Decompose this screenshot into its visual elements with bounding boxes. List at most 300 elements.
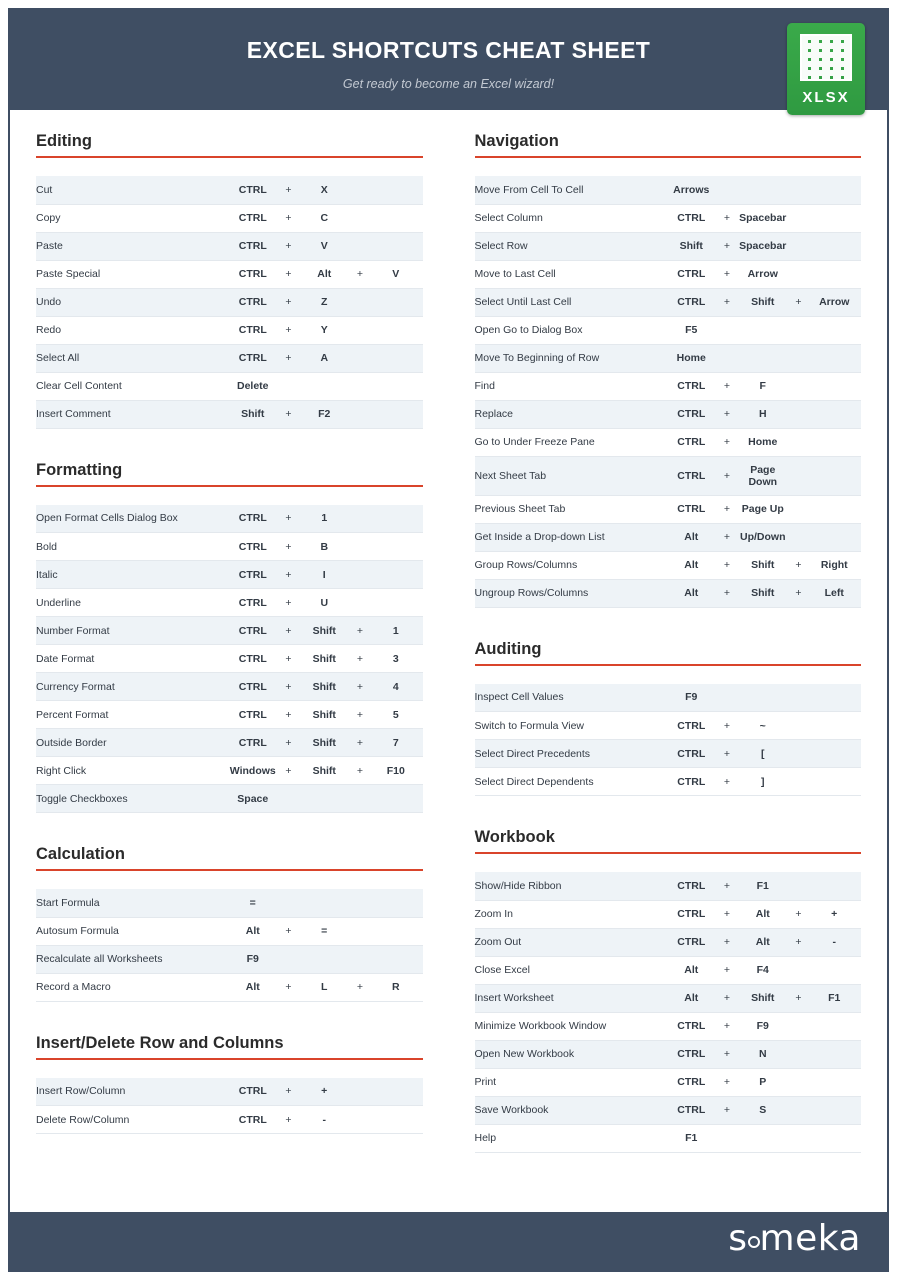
table-row (475, 1124, 862, 1152)
shortcut-action: Close Excel (474, 964, 530, 976)
key-separator (351, 945, 369, 973)
table-row (36, 176, 423, 204)
key-separator: + (795, 936, 802, 948)
key-separator: + (795, 296, 802, 308)
shortcut-key: CTRL (238, 352, 267, 364)
section-title-auditing: Auditing (475, 640, 862, 666)
table-row (475, 176, 862, 204)
key-separator (280, 945, 298, 973)
shortcut-action: Select Until Last Cell (474, 296, 572, 308)
shortcut-key (808, 1068, 862, 1096)
shortcut-action: Select Row (474, 240, 528, 252)
shortcut-key: F1 (685, 1132, 698, 1144)
section-title-formatting: Formatting (36, 461, 423, 487)
shortcut-key: CTRL (677, 775, 706, 788)
key-separator: + (723, 775, 731, 788)
key-separator: + (285, 652, 292, 665)
shortcut-action: Open Format Cells Dialog Box (36, 512, 178, 525)
key-separator (790, 684, 808, 712)
shortcut-key: Shift (312, 736, 336, 749)
shortcut-key (369, 561, 423, 589)
left-column (36, 132, 423, 1185)
shortcut-action: Print (474, 1076, 497, 1088)
key-separator: + (356, 652, 364, 665)
shortcut-key: Alt (755, 936, 770, 948)
key-separator: + (356, 736, 364, 749)
shortcut-key: Alt (684, 587, 699, 599)
shortcut-key (808, 1124, 862, 1152)
shortcut-key: - (832, 936, 836, 948)
key-separator: + (285, 296, 292, 308)
shortcut-key: Space (237, 792, 269, 805)
shortcut-key: - (322, 1113, 326, 1126)
key-separator (790, 204, 808, 232)
shortcut-action: Open New Workbook (474, 1048, 575, 1060)
key-separator (790, 260, 808, 288)
key-separator (790, 344, 808, 372)
shortcut-key: Page Up (741, 503, 784, 515)
shortcut-key: Arrow (819, 296, 850, 308)
table-row (36, 757, 423, 785)
key-separator: + (285, 512, 292, 525)
shortcut-action: Autosum Formula (36, 925, 119, 937)
shortcut-key: Shift (751, 559, 775, 571)
table-row (475, 495, 862, 523)
shortcut-key: F (759, 380, 766, 392)
table-row (36, 701, 423, 729)
shortcut-action: Bold (36, 540, 58, 553)
key-separator: + (285, 268, 292, 280)
shortcut-key: CTRL (677, 469, 706, 482)
shortcut-action: Number Format (36, 624, 110, 637)
key-separator (351, 561, 369, 589)
key-separator (351, 288, 369, 316)
shortcut-key (808, 1096, 862, 1124)
shortcut-key: CTRL (677, 268, 706, 280)
shortcut-key: Shift (751, 587, 775, 599)
key-separator: + (723, 719, 731, 732)
shortcut-key: + (321, 1085, 328, 1098)
shortcut-action: Percent Format (36, 708, 109, 721)
key-separator: + (356, 680, 364, 693)
shortcut-key: Shift (312, 764, 336, 777)
shortcut-key: Shift (312, 652, 336, 665)
header (10, 10, 887, 110)
table-row (475, 551, 862, 579)
shortcut-key (808, 400, 862, 428)
table-row (475, 872, 862, 900)
shortcut-key: 7 (392, 736, 399, 749)
shortcut-key: CTRL (677, 879, 706, 892)
shortcut-table-formatting (36, 505, 423, 814)
shortcut-action: Ungroup Rows/Columns (474, 587, 589, 599)
shortcut-key: Z (321, 296, 328, 308)
key-separator (351, 176, 369, 204)
shortcut-key: Shift (241, 408, 265, 420)
shortcut-key (369, 176, 423, 204)
shortcut-key: 1 (392, 624, 399, 637)
table-row (36, 344, 423, 372)
shortcut-key: CTRL (238, 680, 267, 693)
section-navigation (475, 132, 862, 608)
key-separator (280, 889, 298, 917)
shortcut-key: A (320, 352, 329, 364)
section-spacer (36, 819, 423, 845)
key-separator (351, 316, 369, 344)
key-separator: + (723, 964, 731, 976)
key-separator: + (723, 908, 731, 920)
key-separator (790, 712, 808, 740)
key-separator: + (795, 559, 802, 571)
brand-post: meka (759, 1218, 861, 1259)
table-row (36, 785, 423, 813)
shortcut-key (369, 344, 423, 372)
table-row (36, 288, 423, 316)
shortcut-key (369, 917, 423, 945)
shortcut-action: Redo (36, 324, 62, 336)
shortcut-key: F1 (828, 992, 841, 1004)
shortcut-key: Alt (684, 531, 699, 543)
shortcut-table-navigation (475, 176, 862, 608)
shortcut-key (369, 589, 423, 617)
key-separator (351, 1106, 369, 1134)
shortcut-key: L (321, 981, 328, 993)
shortcut-key: CTRL (677, 1104, 706, 1116)
table-row (475, 523, 862, 551)
shortcut-key: 5 (392, 708, 399, 721)
shortcut-key: = (321, 925, 328, 937)
table-row (36, 505, 423, 533)
table-row (36, 204, 423, 232)
key-separator: + (285, 708, 292, 721)
key-separator (718, 684, 736, 712)
shortcut-table-calculation (36, 889, 423, 1002)
shortcut-key (808, 1040, 862, 1068)
table-row (475, 712, 862, 740)
shortcut-key: 4 (392, 680, 399, 693)
shortcut-key: Shift (312, 680, 336, 693)
table-row (475, 372, 862, 400)
section-auditing (475, 640, 862, 797)
shortcut-key: CTRL (677, 908, 706, 920)
key-separator (790, 1124, 808, 1152)
section-spacer (36, 1140, 423, 1166)
table-row (36, 917, 423, 945)
section-spacer (36, 1008, 423, 1034)
key-separator (790, 872, 808, 900)
table-row (36, 1078, 423, 1106)
shortcut-key: Right (820, 559, 848, 571)
table-row (36, 316, 423, 344)
key-separator (790, 768, 808, 796)
shortcut-key (808, 872, 862, 900)
shortcut-action: Zoom In (474, 908, 514, 920)
shortcut-key (808, 768, 862, 796)
key-separator (790, 428, 808, 456)
shortcut-key: CTRL (677, 936, 706, 948)
shortcut-key: CTRL (677, 436, 706, 448)
section-insert-delete (36, 1034, 423, 1135)
shortcut-key: CTRL (238, 736, 267, 749)
shortcut-key (808, 372, 862, 400)
shortcut-key: CTRL (238, 652, 267, 665)
shortcut-key (736, 1124, 790, 1152)
shortcut-key: Delete (236, 380, 269, 392)
table-row (475, 1040, 862, 1068)
shortcut-action: Move to Last Cell (474, 268, 556, 280)
key-separator (790, 456, 808, 495)
table-row (475, 579, 862, 607)
key-separator: + (285, 736, 292, 749)
shortcut-key: CTRL (677, 1048, 706, 1060)
key-separator (351, 204, 369, 232)
section-spacer (36, 435, 423, 461)
key-separator (790, 176, 808, 204)
shortcut-key (808, 740, 862, 768)
key-separator (790, 1096, 808, 1124)
shortcut-action: Select Direct Dependents (474, 775, 594, 788)
shortcut-key: F5 (685, 324, 698, 336)
shortcut-action: Record a Macro (36, 981, 111, 993)
table-row (36, 945, 423, 973)
shortcut-key: Alt (684, 992, 699, 1004)
shortcut-key: Arrow (747, 268, 778, 280)
key-separator (351, 589, 369, 617)
shortcut-key: V (320, 240, 328, 252)
shortcut-key: P (759, 1076, 767, 1088)
shortcut-key: Alt (317, 268, 332, 280)
shortcut-key: CTRL (238, 183, 267, 196)
key-separator (351, 1078, 369, 1106)
table-row (475, 1012, 862, 1040)
shortcut-key: ~ (759, 719, 766, 732)
shortcut-key: Alt (245, 925, 260, 937)
key-separator: + (723, 268, 731, 280)
key-separator: + (356, 981, 364, 993)
shortcut-action: Select Column (474, 212, 543, 224)
shortcut-key: Spacebar (739, 212, 787, 224)
key-separator: + (723, 1076, 731, 1088)
shortcut-key (369, 1106, 423, 1134)
key-separator: + (285, 925, 292, 937)
footer (10, 1212, 887, 1270)
key-separator (351, 344, 369, 372)
key-separator: + (285, 183, 292, 196)
table-row (36, 617, 423, 645)
shortcut-key (808, 1012, 862, 1040)
spreadsheet-grid-border (800, 34, 852, 81)
table-row (36, 1106, 423, 1134)
shortcut-key (369, 945, 423, 973)
shortcut-key (808, 176, 862, 204)
shortcut-action: Insert Comment (36, 408, 111, 420)
section-title-calculation: Calculation (36, 845, 423, 871)
table-row (36, 673, 423, 701)
shortcut-key (369, 400, 423, 428)
shortcut-action: Go to Under Freeze Pane (474, 436, 595, 448)
key-separator (790, 523, 808, 551)
shortcut-key: Alt (684, 559, 699, 571)
shortcut-key: CTRL (677, 1020, 706, 1032)
page-subtitle: Get ready to become an Excel wizard! (342, 77, 555, 91)
key-separator (280, 785, 298, 813)
shortcut-key: CTRL (238, 512, 267, 525)
shortcut-key: CTRL (238, 540, 267, 553)
shortcut-key: B (320, 540, 329, 553)
xlsx-logo-icon (787, 23, 865, 115)
shortcut-action: Toggle Checkboxes (36, 792, 128, 805)
shortcut-action: Move To Beginning of Row (474, 352, 600, 364)
key-separator: + (285, 624, 292, 637)
key-separator (718, 344, 736, 372)
shortcut-action: Undo (36, 296, 62, 308)
shortcut-key: CTRL (677, 503, 706, 515)
shortcut-action: Delete Row/Column (36, 1113, 130, 1126)
section-title-insert-delete: Insert/Delete Row and Columns (36, 1034, 423, 1060)
key-separator: + (723, 408, 731, 420)
shortcut-key: S (759, 1104, 767, 1116)
shortcut-action: Currency Format (36, 680, 115, 693)
shortcut-table-auditing (475, 684, 862, 797)
shortcut-key (369, 785, 423, 813)
key-separator: + (285, 764, 292, 777)
shortcut-action: Get Inside a Drop-down List (474, 531, 605, 543)
key-separator (790, 740, 808, 768)
key-separator: + (723, 747, 731, 760)
key-separator: + (285, 212, 292, 224)
shortcut-key: C (320, 212, 329, 224)
key-separator: + (285, 981, 292, 993)
shortcut-key: Spacebar (739, 240, 787, 252)
shortcut-action: Replace (474, 408, 514, 420)
shortcut-key (808, 956, 862, 984)
table-row (36, 561, 423, 589)
table-row (475, 984, 862, 1012)
key-separator (790, 1040, 808, 1068)
key-separator (351, 372, 369, 400)
key-separator (280, 372, 298, 400)
shortcut-key: Alt (755, 908, 770, 920)
key-separator (351, 785, 369, 813)
section-calculation (36, 845, 423, 1002)
key-separator (718, 316, 736, 344)
section-spacer (475, 614, 862, 640)
shortcut-key (736, 344, 790, 372)
table-row (36, 645, 423, 673)
section-workbook (475, 828, 862, 1153)
shortcut-key (736, 316, 790, 344)
shortcut-action: Outside Border (36, 736, 107, 749)
shortcut-action: Inspect Cell Values (474, 691, 564, 704)
section-formatting (36, 461, 423, 814)
shortcut-key: CTRL (677, 212, 706, 224)
shortcut-action: Select All (36, 352, 80, 364)
shortcut-action: Find (474, 380, 495, 392)
shortcut-key: CTRL (238, 296, 267, 308)
shortcut-key: X (320, 183, 328, 196)
shortcut-key: CTRL (238, 1113, 267, 1126)
key-separator: + (723, 1020, 731, 1032)
shortcut-key: CTRL (238, 1085, 267, 1098)
shortcut-key: Shift (679, 240, 703, 252)
shortcut-key (369, 1078, 423, 1106)
shortcut-key: Home (676, 352, 706, 364)
shortcut-key: 1 (321, 512, 328, 525)
table-row (36, 260, 423, 288)
shortcut-key: Windows (229, 764, 276, 777)
shortcut-key: R (391, 981, 400, 993)
key-separator (351, 232, 369, 260)
table-row (475, 456, 862, 495)
key-separator: + (723, 503, 731, 515)
key-separator: + (285, 680, 292, 693)
shortcut-key (736, 176, 790, 204)
shortcut-action: Select Direct Precedents (474, 747, 591, 760)
shortcut-key: Page Down (748, 463, 778, 488)
shortcut-key: CTRL (238, 568, 267, 581)
shortcut-key: F9 (756, 1020, 769, 1032)
shortcut-action: Paste (36, 240, 63, 252)
section-editing (36, 132, 423, 429)
table-row (475, 288, 862, 316)
shortcut-table-workbook (475, 872, 862, 1153)
key-separator (790, 1068, 808, 1096)
shortcut-key (369, 204, 423, 232)
key-separator: + (795, 908, 802, 920)
shortcut-key: F10 (386, 764, 405, 777)
shortcut-key (808, 712, 862, 740)
table-row (475, 768, 862, 796)
shortcut-key (808, 456, 862, 495)
table-row (475, 928, 862, 956)
shortcut-action: Insert Row/Column (36, 1085, 126, 1098)
shortcut-action: Previous Sheet Tab (474, 503, 566, 515)
key-separator (718, 176, 736, 204)
table-row (36, 729, 423, 757)
shortcut-key (808, 495, 862, 523)
key-separator: + (723, 531, 731, 543)
shortcut-key: [ (761, 747, 765, 760)
page-title: EXCEL SHORTCUTS CHEAT SHEET (246, 37, 651, 63)
shortcut-key (808, 684, 862, 712)
table-row (36, 372, 423, 400)
shortcut-key: CTRL (677, 408, 706, 420)
shortcut-key (369, 288, 423, 316)
table-row (475, 316, 862, 344)
key-separator (351, 400, 369, 428)
shortcut-key: V (392, 268, 400, 280)
shortcut-key: CTRL (238, 624, 267, 637)
shortcut-key: I (322, 568, 326, 581)
shortcut-key: Y (320, 324, 328, 336)
table-row (475, 344, 862, 372)
shortcut-key: Alt (245, 981, 260, 993)
shortcut-key: F9 (246, 953, 259, 965)
shortcut-key: CTRL (677, 296, 706, 308)
shortcut-table-editing (36, 176, 423, 429)
shortcut-key (298, 785, 352, 813)
shortcut-key: H (758, 408, 767, 420)
shortcut-action: Insert Worksheet (474, 992, 554, 1004)
key-separator (790, 495, 808, 523)
shortcut-key: CTRL (238, 708, 267, 721)
key-separator: + (723, 1104, 731, 1116)
table-row (475, 1068, 862, 1096)
section-title-navigation: Navigation (475, 132, 862, 158)
shortcut-key (369, 533, 423, 561)
shortcut-key: Up/Down (740, 531, 786, 543)
table-row (475, 1096, 862, 1124)
